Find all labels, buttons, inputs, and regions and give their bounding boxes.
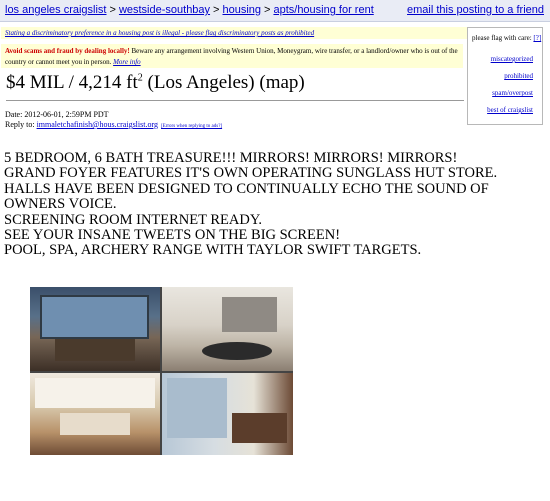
counter-shape bbox=[232, 413, 287, 443]
scam-warning bbox=[1, 44, 463, 68]
window-shape bbox=[40, 295, 149, 339]
photo-white-room bbox=[162, 287, 293, 371]
top-breadcrumb-bar bbox=[0, 0, 550, 22]
photo-collage bbox=[30, 287, 293, 455]
flag-box-header bbox=[472, 34, 541, 42]
flag-help-link[interactable]: [?] bbox=[533, 34, 542, 42]
body-line: 5 BEDROOM, 6 BATH TREASURE!!! MIRRORS! MIRRORS! MIRRORS! bbox=[4, 150, 458, 166]
photo-kitchen-view bbox=[162, 373, 293, 455]
posting-title bbox=[6, 72, 305, 94]
scam-warning-heading: Avoid scams and fraud by dealing locally! bbox=[5, 47, 130, 55]
ottoman-shape bbox=[202, 342, 272, 360]
reply-errors-link[interactable]: [Errors when replying to ads?] bbox=[160, 124, 223, 129]
body-line: SEE YOUR INSANE TWEETS ON THE BIG SCREEN! bbox=[4, 227, 341, 244]
email-to-friend-link[interactable]: email this posting to a friend bbox=[407, 4, 544, 16]
breadcrumb-separator: > bbox=[264, 4, 271, 16]
reply-email-link[interactable]: immaletchafinish@hous.craigslist.org bbox=[36, 120, 158, 129]
flag-spam-link[interactable]: spam/overpost bbox=[492, 89, 533, 97]
more-info-link[interactable]: More info bbox=[113, 58, 141, 66]
breadcrumb-link-area[interactable]: westside-southbay bbox=[118, 4, 211, 16]
flag-best-of-link[interactable]: best of craigslist bbox=[487, 106, 533, 114]
posting-title-sup: 2 bbox=[137, 72, 143, 84]
breadcrumb-link-city[interactable]: los angeles craigslist bbox=[5, 4, 107, 16]
body-line: GRAND FOYER FEATURES IT'S OWN OPERATING SUNGLASS HUT STORE. bbox=[4, 165, 498, 182]
posting-title-price: $4 MIL / 4,214 ft bbox=[6, 72, 138, 93]
flag-box-title: please flag with care: bbox=[472, 34, 532, 42]
breadcrumb-link-housing[interactable]: housing bbox=[222, 4, 262, 16]
flag-miscategorized-link[interactable]: miscategorized bbox=[490, 55, 533, 63]
window-shape bbox=[35, 378, 155, 408]
photo-bedroom bbox=[30, 373, 160, 455]
scam-warning-text: Beware any arrangement involving Western Union, Moneygram, wire transfer, or a landlord/owner who is out of the country or cannot meet you in person. bbox=[5, 47, 458, 66]
furniture-shape bbox=[55, 339, 135, 361]
breadcrumb-link-apts[interactable]: apts/housing for rent bbox=[273, 4, 374, 16]
photo-living-room-view bbox=[30, 287, 160, 371]
reply-line bbox=[5, 120, 222, 129]
breadcrumb-separator: > bbox=[109, 4, 116, 16]
title-divider bbox=[6, 100, 464, 101]
reply-label: Reply to: bbox=[5, 120, 37, 129]
body-line: POOL, SPA, ARCHERY RANGE WITH TAYLOR SWIFT TARGETS. bbox=[4, 242, 422, 259]
wall-art-shape bbox=[222, 297, 277, 332]
posting-title-location: (Los Angeles) (map) bbox=[142, 72, 305, 93]
bed-shape bbox=[60, 413, 130, 435]
flag-prohibited-link[interactable]: prohibited bbox=[504, 72, 533, 80]
window-shape bbox=[167, 378, 227, 438]
breadcrumb-separator: > bbox=[213, 4, 220, 16]
body-line: HALLS HAVE BEEN DESIGNED TO CONTINUALLY ECHO THE SOUND OF bbox=[4, 180, 489, 197]
posting-date: Date: 2012-06-01, 2:59PM PDT bbox=[5, 110, 109, 119]
posting-body bbox=[4, 151, 544, 259]
breadcrumb bbox=[5, 4, 374, 16]
discrimination-notice bbox=[1, 27, 467, 39]
discrimination-notice-link[interactable]: Stating a discriminatory preference in a housing post is illegal - please flag discriminatory posts as prohibited bbox=[5, 29, 315, 37]
flag-box bbox=[467, 27, 543, 125]
body-line: SCREENING ROOM INTERNET READY. bbox=[4, 211, 263, 228]
body-line: OWNERS VOICE. bbox=[4, 196, 117, 213]
